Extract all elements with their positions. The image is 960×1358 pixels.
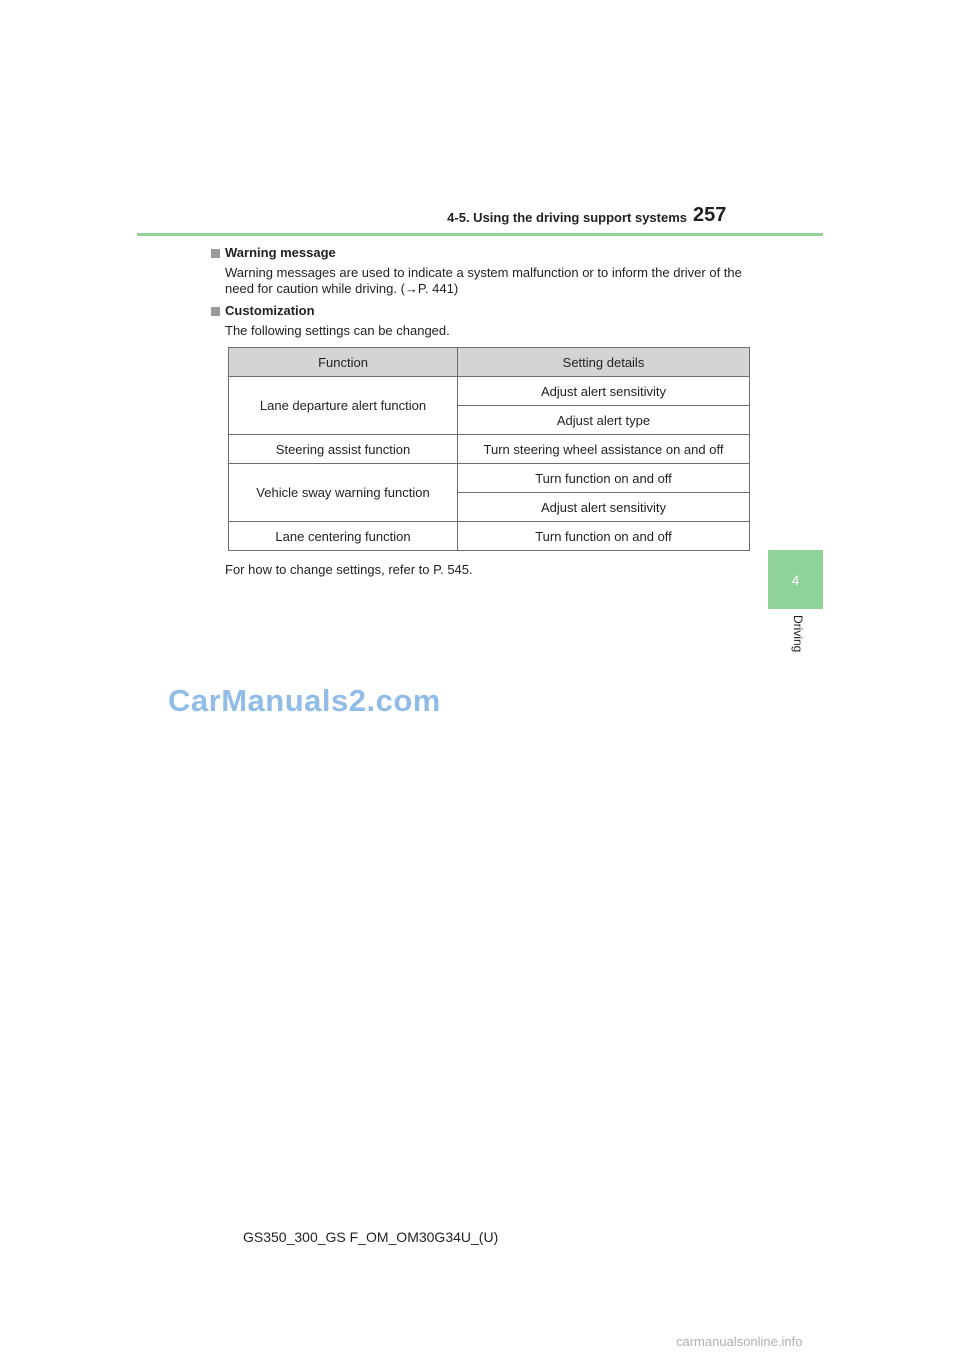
section-body: Warning messages are used to indicate a system malfunction or to inform the driver of the need for caution while driving. (→P. 441) bbox=[225, 265, 742, 296]
document-code: GS350_300_GS F_OM_OM30G34U_(U) bbox=[243, 1229, 499, 1245]
square-bullet-icon bbox=[211, 249, 220, 258]
function-cell: Vehicle sway warning function bbox=[229, 464, 458, 522]
column-header-function: Function bbox=[229, 348, 458, 377]
table-row bbox=[229, 522, 750, 551]
settings-table bbox=[228, 347, 750, 551]
section-body: The following settings can be changed. bbox=[225, 323, 450, 338]
details-cell: Adjust alert sensitivity bbox=[458, 377, 750, 406]
chapter-label: Driving bbox=[791, 615, 805, 653]
function-cell: Lane centering function bbox=[229, 522, 458, 551]
chapter-tab bbox=[768, 550, 823, 609]
page-number: 257 bbox=[693, 204, 727, 226]
table-row bbox=[229, 435, 750, 464]
table-row bbox=[229, 464, 750, 493]
section-heading-text: Customization bbox=[225, 303, 315, 318]
details-cell: Turn steering wheel assistance on and off bbox=[458, 435, 750, 464]
section-customization bbox=[211, 303, 771, 339]
section-heading-text: Warning message bbox=[225, 245, 336, 260]
details-cell: Adjust alert sensitivity bbox=[458, 493, 750, 522]
site-footer: carmanualsonline.info bbox=[676, 1334, 803, 1349]
section-heading bbox=[211, 245, 771, 261]
watermark: CarManuals2.com bbox=[168, 683, 441, 718]
square-bullet-icon bbox=[211, 307, 220, 316]
chapter-number: 4 bbox=[791, 571, 800, 588]
table-row bbox=[229, 377, 750, 406]
details-cell: Turn function on and off bbox=[458, 522, 750, 551]
function-cell: Steering assist function bbox=[229, 435, 458, 464]
section-warning-message bbox=[211, 245, 771, 297]
header-section-title: 4-5. Using the driving support systems bbox=[447, 210, 687, 225]
function-cell: Lane departure alert function bbox=[229, 377, 458, 435]
column-header-setting-details: Setting details bbox=[458, 348, 750, 377]
footer-note: For how to change settings, refer to P. 545. bbox=[225, 562, 473, 577]
section-heading bbox=[211, 303, 771, 319]
table-header-row bbox=[229, 348, 750, 377]
details-cell: Turn function on and off bbox=[458, 464, 750, 493]
details-cell: Adjust alert type bbox=[458, 406, 750, 435]
header-divider bbox=[137, 233, 823, 236]
